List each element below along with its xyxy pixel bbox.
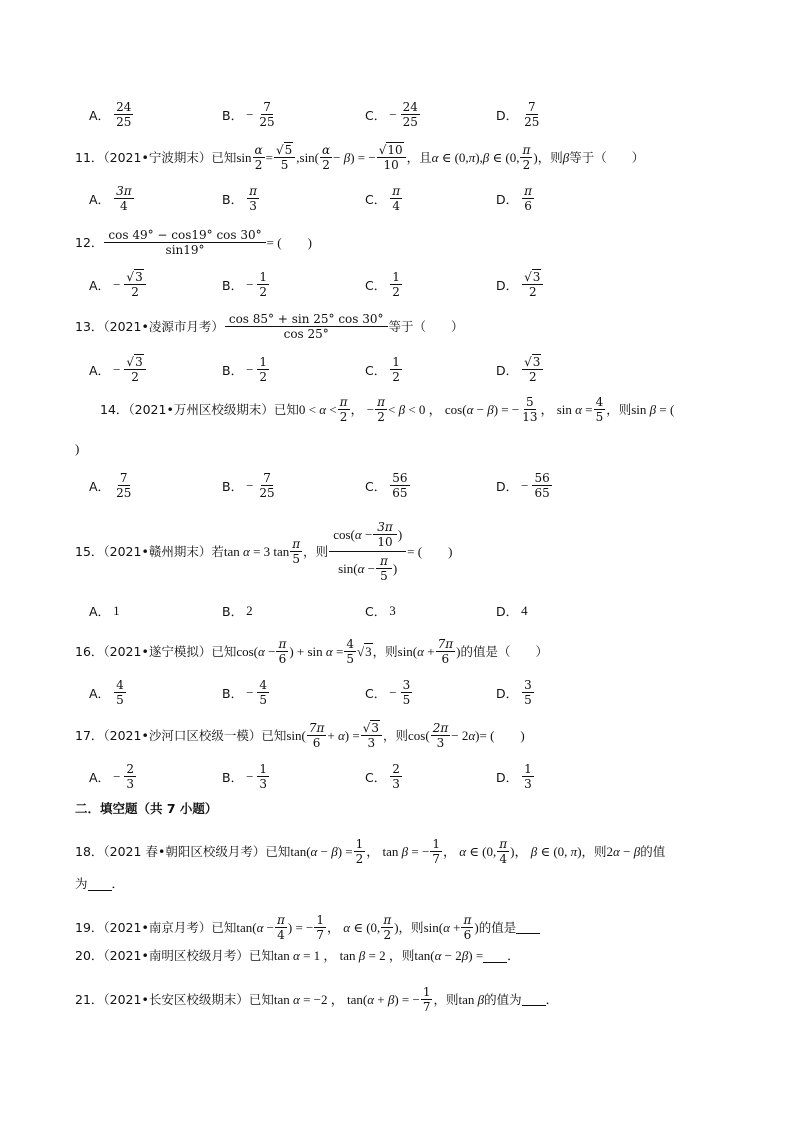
denominator: 3 (524, 777, 532, 791)
q16-stem: 16．（2021•遂宁模拟）已知 cos(α − $\frac{\pi}{6}$ ) + sin α = $\frac{4}{5}$ √3 ，则 sin(α + $\frac{7\pi}{6}$ ) 的值是（ ） (75, 637, 548, 666)
q15-option-d[interactable] (496, 602, 528, 620)
q18-stem: 18．（2021 春•朝阳区校级月考）已知 tan(α − β) = $\frac{1}{2}$ ， tan β = − $\frac{1}{7}$ ， α ∈ (0, π 4 )， β ∈ (0, π) ，则 2α − β 的值 (75, 837, 666, 866)
numerator: 1 (392, 270, 400, 284)
numerator: 3 (402, 678, 411, 692)
q21-stem: 21．（2021•长安区校级期末）已知 tan α = −2 ， tan(α + β) = − $\frac{1}{7}$ ，则 tan β 的值为 ． (75, 985, 559, 1014)
option-label: B． (222, 191, 244, 207)
q11-stem: 11．（2021•宁波期末）已知 sin $\frac{\alpha}{2}$ = $\frac{√5}{5}$ ,sin( α 2 − β) = − $\frac{√10}{10}$ ，且 α ∈ (0,π),β ∈ (0, π 2 ) ，则 β 等于（ ） (75, 143, 645, 172)
denominator: 2 (259, 285, 268, 299)
question-prefix: 18．（2021 春•朝阳区校级月考）已知 (75, 843, 291, 859)
q17-option-a[interactable] (89, 762, 137, 791)
numerator: 4 (116, 678, 124, 692)
option-value: 3 (389, 603, 396, 618)
question-prefix: 15．（2021•赣州期末）若 (75, 543, 224, 559)
sign: − (246, 477, 254, 493)
q10-option-d[interactable] (496, 100, 542, 129)
denominator: 3 (392, 777, 400, 791)
option-label: A． (89, 769, 111, 785)
denominator: 25 (402, 115, 418, 129)
text: ． (507, 948, 520, 963)
q20-stem: 20．（2021•南明区校级月考）已知 tan α = 1 ， tan β = 2 ， 则 tan(α − 2β) = ． (75, 948, 520, 963)
text: = ( ) (479, 727, 525, 743)
text: 等于（ ） (388, 318, 464, 334)
q11-option-a[interactable] (89, 184, 135, 213)
numerator: π (392, 184, 401, 198)
q14-stem: 14．（2021•万州区校级期末）已知 0 < α < π 2 ， − $\frac{\pi}{2}$ < β < 0 ， cos(α − β) = − $\frac{5}{13}$ ， sin α = $\frac{4}{5}$ ，则 sin β = ( (100, 395, 675, 424)
q15-fraction: cos(α − $\frac{3\pi}{10}$ ) sin(α − $\frac{\pi}{5}$ ) (329, 520, 406, 583)
q15-option-b[interactable] (222, 602, 253, 620)
text: = ( ) (407, 543, 453, 559)
numerator: 7 (119, 471, 128, 485)
denominator: 65 (534, 486, 550, 500)
text: 的值是 (478, 919, 517, 935)
denominator: 2 (131, 285, 139, 299)
sign: − (389, 684, 397, 700)
option-label: A． (89, 478, 111, 494)
option-label: D． (496, 769, 519, 785)
denominator: 4 (120, 199, 128, 213)
sign: − (246, 361, 254, 377)
q18-line2 (75, 876, 124, 892)
option-label: B． (222, 685, 244, 701)
option-label: B． (222, 362, 244, 378)
q16-option-d[interactable] (496, 678, 535, 707)
denominator: 3 (249, 199, 257, 213)
denominator: 2 (392, 285, 400, 299)
text: 的值 (640, 843, 666, 859)
text: ，则 (372, 643, 398, 659)
q12-option-c[interactable] (365, 270, 403, 299)
question-prefix: 21．（2021•长安区校级期末）已知 (75, 991, 274, 1007)
numerator: 1 (259, 355, 268, 369)
numerator: π (249, 184, 257, 198)
option-label: A． (89, 107, 111, 123)
denominator: 25 (116, 486, 132, 500)
option-label: C． (365, 362, 387, 378)
denominator: cos 25° (283, 327, 329, 341)
sign: − (389, 106, 397, 122)
q10-option-a[interactable] (89, 100, 134, 129)
q14-option-d[interactable] (496, 471, 553, 500)
option-label: A． (89, 277, 111, 293)
sign: − (246, 684, 254, 700)
option-label: D． (496, 685, 519, 701)
option-label: D． (496, 362, 519, 378)
numerator: √3 (124, 355, 145, 370)
denominator: 6 (524, 199, 532, 213)
numerator: cos 49° − cos19° cos 30° (104, 228, 265, 243)
answer-blank[interactable] (516, 921, 540, 934)
option-label: D． (496, 604, 519, 619)
numerator: 1 (259, 762, 268, 776)
denominator: 65 (392, 486, 408, 500)
denominator: 5 (259, 693, 268, 707)
option-label: C． (365, 191, 387, 207)
numerator: √3 (124, 270, 145, 285)
numerator: cos 85° + sin 25° cos 30° (225, 312, 388, 327)
q13-option-c[interactable] (365, 355, 403, 384)
sign: − (246, 106, 254, 122)
numerator: 7 (527, 100, 536, 114)
numerator: 7 (263, 100, 271, 114)
question-prefix: 19．（2021•南京月考）已知 (75, 919, 237, 935)
numerator: 56 (392, 471, 408, 485)
denominator: 25 (259, 115, 275, 129)
text: ，则 (303, 543, 329, 559)
q13-stem (75, 312, 464, 341)
text: ． (111, 876, 125, 891)
question-prefix: 12． (75, 234, 104, 250)
question-prefix: 14．（2021•万州区校级期末）已知 (100, 401, 299, 417)
denominator: 2 (528, 285, 537, 299)
option-label: A． (89, 604, 111, 619)
option-label: B． (222, 604, 244, 619)
option-label: C． (365, 769, 387, 785)
option-label: B． (222, 478, 244, 494)
option-value: 2 (246, 603, 253, 618)
numerator: 24 (402, 100, 418, 114)
answer-blank[interactable] (522, 993, 546, 1006)
q17-stem: 17．（2021•沙河口区校级一模）已知 sin( 7π 6 + α) = $\frac{√3}{3}$ ，则 cos( 2π 3 − 2α) = ( ) (75, 721, 525, 750)
q10-option-c[interactable] (365, 100, 421, 129)
numerator: 24 (116, 100, 132, 114)
denominator: 4 (392, 199, 400, 213)
text: ，则 (398, 919, 424, 935)
option-label: B． (222, 769, 244, 785)
q12-option-b[interactable] (222, 270, 270, 299)
numerator: 7 (263, 471, 271, 485)
option-label: D． (496, 107, 519, 123)
question-prefix: 11．（2021•宁波期末）已知 (75, 149, 237, 165)
option-label: A． (89, 191, 111, 207)
numerator: 3π (116, 184, 132, 198)
denominator: 25 (259, 486, 275, 500)
denominator: 3 (259, 777, 268, 791)
numerator: 3 (524, 678, 532, 692)
sign: − (246, 276, 254, 292)
question-prefix: 20．（2021•南明区校级月考）已知 (75, 948, 274, 963)
q17-option-c[interactable] (365, 762, 403, 791)
numerator: 1 (259, 270, 268, 284)
option-label: C． (365, 107, 387, 123)
numerator: 4 (259, 678, 268, 692)
denominator: 2 (259, 370, 268, 384)
q11-option-c[interactable] (365, 184, 403, 213)
q15-option-c[interactable] (365, 602, 396, 620)
option-label: D． (496, 277, 519, 293)
q14-option-c[interactable] (365, 471, 411, 500)
q11-option-d[interactable] (496, 184, 535, 213)
denominator: 2 (528, 370, 537, 384)
question-prefix: 16．（2021•遂宁模拟）已知 (75, 643, 237, 659)
q14-continuation: ) (75, 441, 80, 456)
option-label: C． (365, 604, 387, 619)
q15-option-a[interactable] (89, 602, 120, 620)
answer-blank[interactable] (483, 950, 507, 963)
text: = ( ) (266, 234, 312, 250)
q15-stem: 15．（2021•赣州期末）若 tan α = 3 tan π 5 ，则 cos(α − $\frac{3\pi}{10}$ ) sin(α − $\frac{\pi}{5}$ ) = ( ) (75, 520, 453, 583)
text: ，则 (537, 149, 563, 165)
option-label: C． (365, 685, 387, 701)
q19-stem: 19．（2021•南京月考）已知 tan(α − $\frac{\pi}{4}$ ) = − $\frac{1}{7}$ ， α ∈ (0, π 2 ) ，则 sin(α + $\frac{\pi}{6}$ ) 的值是 (75, 913, 540, 942)
option-label: A． (89, 685, 111, 701)
option-label: C． (365, 478, 387, 494)
sign: − (113, 276, 121, 292)
denominator: sin19° (165, 243, 205, 257)
text: ，则 (383, 727, 409, 743)
numerator: 1 (392, 355, 400, 369)
numerator: √3 (522, 270, 543, 285)
sign: − (521, 477, 529, 493)
numerator: 2 (392, 762, 400, 776)
denominator: 25 (116, 115, 132, 129)
sign: − (246, 768, 254, 784)
numerator: 1 (524, 762, 532, 776)
q14-option-a[interactable] (89, 471, 134, 500)
q12-option-a[interactable] (89, 270, 147, 299)
option-label: D． (496, 478, 519, 494)
answer-blank[interactable] (88, 878, 112, 891)
numerator: 2 (126, 762, 135, 776)
numerator: 56 (534, 471, 550, 485)
sign: − (113, 361, 121, 377)
q16-option-a[interactable] (89, 678, 127, 707)
sign: − (113, 768, 121, 784)
denominator: 2 (392, 370, 400, 384)
text: 的值为 (484, 991, 522, 1007)
text: ，则 (433, 991, 459, 1007)
option-label: B． (222, 277, 244, 293)
text: 为 (75, 876, 88, 891)
question-prefix: 13．（2021•凌源市月考） (75, 318, 224, 334)
text: 的值是（ ） (460, 643, 548, 659)
q13-option-d[interactable] (496, 355, 544, 384)
option-label: B． (222, 107, 244, 123)
q16-option-b[interactable] (222, 678, 270, 707)
denominator: 25 (524, 115, 540, 129)
q11-option-b[interactable] (222, 184, 260, 213)
q12-stem (75, 228, 312, 257)
text: ，且 (406, 149, 432, 165)
q13-option-b[interactable] (222, 355, 270, 384)
q17-option-b[interactable] (222, 762, 270, 791)
denominator: 3 (126, 777, 135, 791)
text: ． (545, 991, 559, 1007)
option-label: C． (365, 277, 387, 293)
section-title: 二．填空题（共 7 小题） (75, 801, 218, 816)
option-value: 4 (521, 603, 528, 618)
q10-option-b[interactable] (222, 100, 278, 129)
q12-option-d[interactable] (496, 270, 544, 299)
option-label: A． (89, 362, 111, 378)
numerator: π (524, 184, 533, 198)
q14-option-b[interactable] (222, 471, 278, 500)
option-label: D． (496, 191, 519, 207)
numerator: √3 (522, 355, 543, 370)
denominator: 5 (524, 693, 532, 707)
q13-option-a[interactable] (89, 355, 147, 384)
q16-option-c[interactable] (365, 678, 413, 707)
text: 等于（ ） (569, 149, 645, 165)
option-value: 1 (113, 603, 120, 618)
question-prefix: 17．（2021•沙河口区校级一模）已知 (75, 727, 287, 743)
q17-option-d[interactable] (496, 762, 535, 791)
denominator: 5 (402, 693, 411, 707)
denominator: 2 (131, 370, 139, 384)
denominator: 5 (116, 693, 124, 707)
